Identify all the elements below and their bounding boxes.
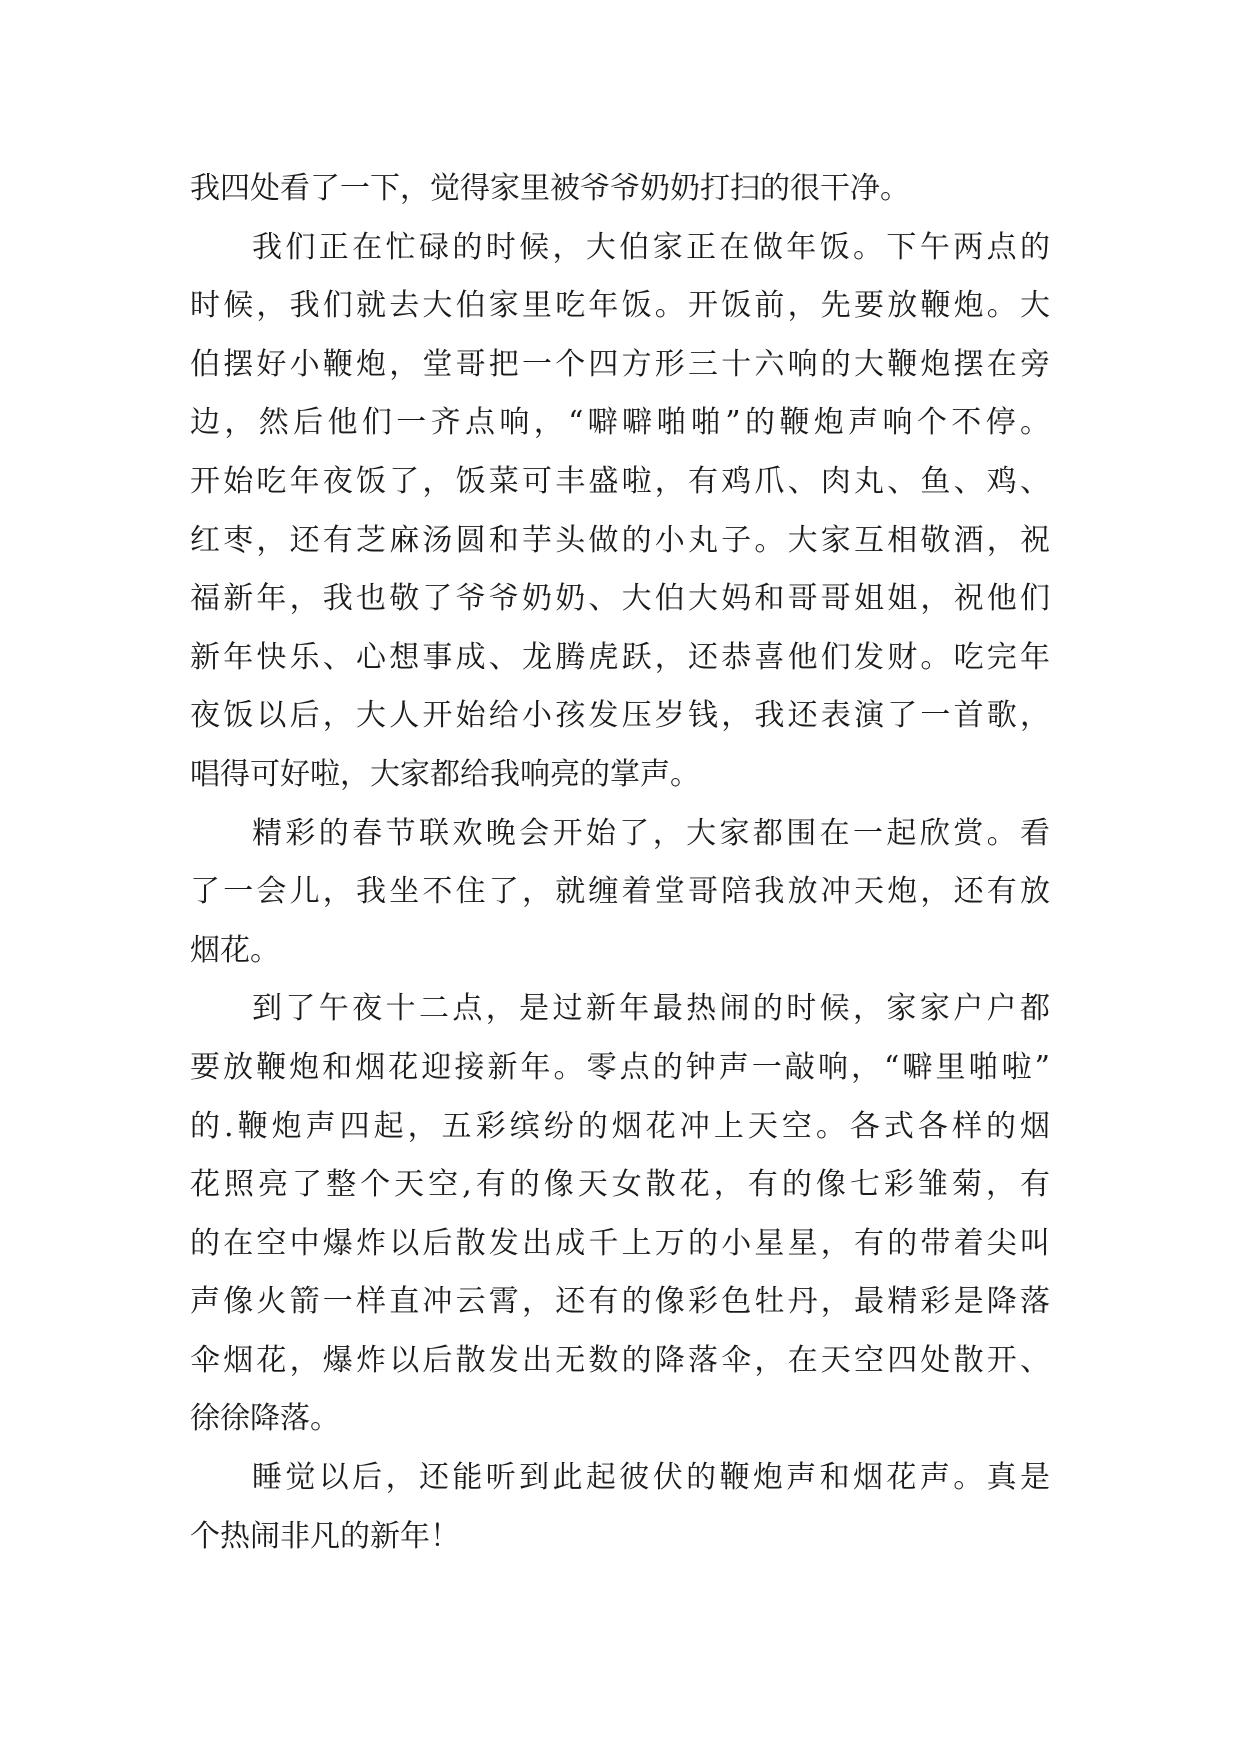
text-line: 边，然后他们一齐点响，“噼噼啪啪”的鞭炮声响个不停。: [190, 405, 1050, 441]
text-line: 的.鞭炮声四起，五彩缤纷的烟花冲上天空。各式各样的烟: [190, 1108, 1050, 1144]
text-line: 到了午夜十二点，是过新年最热闹的时候，家家户户都: [252, 991, 1050, 1027]
text-line: 我四处看了一下，觉得家里被爷爷奶奶打扫的很干净。: [190, 171, 910, 206]
paragraph: [190, 805, 1050, 981]
text-line: 夜饭以后，大人开始给小孩发压岁钱，我还表演了一首歌，: [190, 698, 1050, 734]
text-line: 精彩的春节联欢晚会开始了，大家都围在一起欣赏。看: [252, 815, 1050, 851]
text-line: 新年快乐、心想事成、龙腾虎跃，还恭喜他们发财。吃完年: [190, 639, 1050, 675]
text-line: 睡觉以后，还能听到此起彼伏的鞭炮声和烟花声。真是: [252, 1460, 1050, 1496]
text-line: 烟花。: [190, 932, 280, 968]
text-line: 时候，我们就去大伯家里吃年饭。开饭前，先要放鞭炮。大: [190, 288, 1050, 324]
text-line: 伞烟花，爆炸以后散发出无数的降落伞，在天空四处散开、: [190, 1342, 1050, 1378]
paragraph: [190, 219, 1050, 805]
text-line: 花照亮了整个天空,有的像天女散花，有的像七彩雏菊，有: [190, 1167, 1050, 1203]
paragraph: [190, 160, 1050, 219]
text-line: 唱得可好啦，大家都给我响亮的掌声。: [190, 756, 700, 792]
text-line: 个热闹非凡的新年！: [190, 1518, 460, 1554]
text-line: 要放鞭炮和烟花迎接新年。零点的钟声一敲响，“噼里啪啦”: [190, 1049, 1050, 1085]
text-line: 开始吃年夜饭了，饭菜可丰盛啦，有鸡爪、肉丸、鱼、鸡、: [190, 463, 1050, 499]
text-line: 声像火箭一样直冲云霄，还有的像彩色牡丹，最精彩是降落: [190, 1284, 1050, 1320]
text-line: 了一会儿，我坐不住了，就缠着堂哥陪我放冲天炮，还有放: [190, 874, 1050, 910]
article-body: [190, 160, 1050, 1566]
paragraph: [190, 1449, 1050, 1566]
text-line: 福新年，我也敬了爷爷奶奶、大伯大妈和哥哥姐姐，祝他们: [190, 581, 1050, 617]
text-line: 徐徐降落。: [190, 1401, 340, 1437]
text-line: 伯摆好小鞭炮，堂哥把一个四方形三十六响的大鞭炮摆在旁: [190, 346, 1050, 382]
paragraph: [190, 980, 1050, 1449]
text-line: 的在空中爆炸以后散发出成千上万的小星星，有的带着尖叫: [190, 1225, 1050, 1261]
text-line: 我们正在忙碌的时候，大伯家正在做年饭。下午两点的: [252, 229, 1050, 265]
text-line: 红枣，还有芝麻汤圆和芋头做的小丸子。大家互相敬酒，祝: [190, 522, 1050, 558]
